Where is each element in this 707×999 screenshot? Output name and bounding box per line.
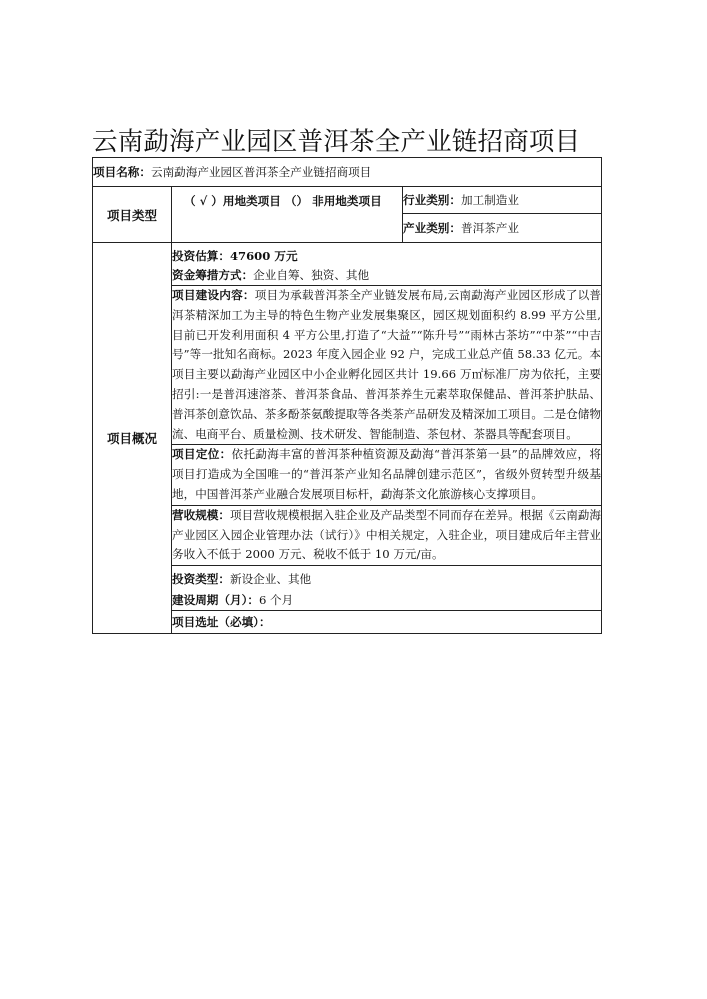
revenue-cell [172, 505, 602, 565]
project-name-value: 云南勐海产业园区普洱茶全产业链招商项目 [150, 164, 372, 179]
investment-cell [172, 243, 602, 286]
site-cell [172, 611, 602, 634]
investment-value: 47600 万元 [229, 249, 298, 263]
project-type-options: （ √ ）用地类项目 （） 非用地类项目 [172, 187, 403, 243]
industry-label: 行业类别： [403, 192, 461, 207]
site-label: 项目选址（必填）： [172, 614, 271, 629]
positioning-label: 项目定位： [172, 447, 232, 462]
revenue-value: 项目营收规模根据入驻企业及产品类型不同而存在差异。根据《云南勐海产业园区入园企业管理办法（试行）》中相关规定，入驻企业，项目建成后年主营业务收入不低于 2000 万元、税收不低于 10 万元/亩。 [172, 507, 601, 562]
sector-label: 产业类别： [403, 220, 461, 235]
industry-cell [403, 187, 602, 214]
project-name-cell [93, 158, 602, 187]
period-value: 6 个月 [258, 593, 294, 608]
revenue-label: 营收规模： [172, 507, 230, 522]
investment-type-label: 投资类型： [172, 572, 230, 587]
industry-value: 加工制造业 [460, 192, 519, 207]
construction-cell [172, 286, 602, 445]
investment-label: 投资估算： [172, 249, 230, 263]
project-name-label: 项目名称： [93, 164, 151, 179]
overview-label: 项目概况 [93, 243, 172, 634]
period-label: 建设周期（月）： [172, 593, 259, 608]
positioning-value: 依托勐海丰富的普洱茶种植资源及勐海“普洱茶第一县”的品牌效应，将项目打造成为全国唯一的“普洱茶产业知名品牌创建示范区”，省级外贸转型升级基地，中国普洱茶产业融合发展项目标杆，勐海茶文化旅游核心支撑项目。 [172, 447, 601, 501]
page-title: 云南勐海产业园区普洱茶全产业链招商项目 [92, 127, 581, 157]
investment-row [93, 243, 602, 286]
project-name-row [93, 158, 602, 187]
investment-type-value: 新设企业、其他 [229, 572, 312, 587]
investment-type-cell [172, 566, 602, 611]
project-info-table [92, 157, 602, 634]
sector-cell [403, 214, 602, 243]
funding-value: 企业自筹、独资、其他 [253, 268, 370, 282]
positioning-cell [172, 445, 602, 505]
sector-value: 普洱茶产业 [460, 220, 519, 235]
construction-value: 项目为承载普洱茶全产业链发展布局,云南勐海产业园区形成了以普洱茶精深加工为主导的特色生物产业发展集聚区，园区规划面积约 8.99 平方公里,目前已开发利用面积 4 平方公里,打造了“大益”“陈升号”“雨林古茶坊”“中茶”“中吉号”等一批知名商标。2023 年度入园企业 92 户，完成工业总产值 58.33 亿元。本项目主要以勐海产业园区中小企业孵化园区共计 19.66 万㎡标准厂房为依托，主要招引:一是普洱速溶茶、普洱茶食品、普洱茶养生元素萃取保健品、普洱茶护肤品、普洱茶创意饮品、茶多酚茶氨酸提取等各类茶产品研发及精深加工项目。二是仓储物流、电商平台、质量检测、技术研发、智能制造、茶包材、茶器具等配套项目。 [172, 288, 601, 441]
project-type-row-1 [93, 187, 602, 214]
project-type-label: 项目类型 [93, 187, 172, 243]
funding-label: 资金筹措方式： [172, 268, 254, 282]
construction-label: 项目建设内容： [172, 288, 255, 302]
